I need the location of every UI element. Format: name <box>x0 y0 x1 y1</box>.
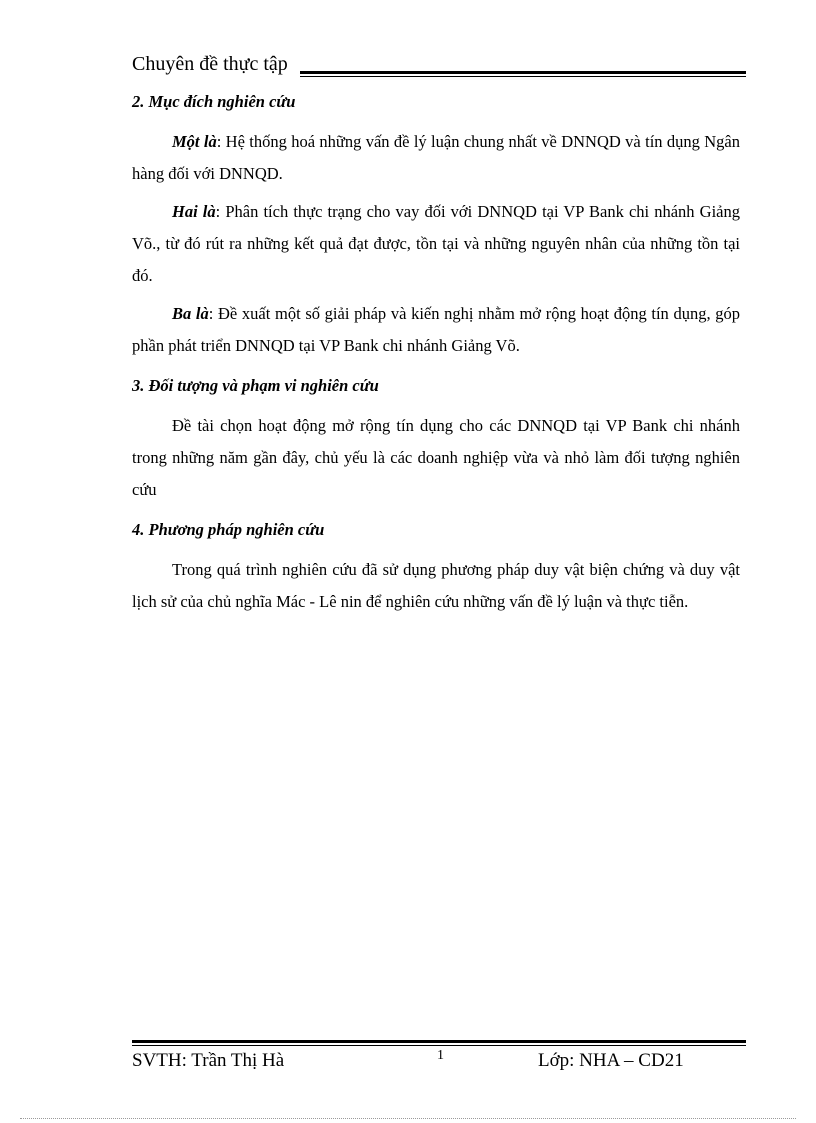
paragraph-method: Trong quá trình nghiên cứu đã sử dụng phương pháp duy vật biện chứng và duy vật lịch sử của chủ nghĩa Mác - Lê nin để nghiên cứu những vấn đề lý luận và thực tiễn. <box>132 560 740 611</box>
text-ba-la: : Đề xuất một số giải pháp và kiến nghị nhằm mở rộng hoạt động tín dụng, góp phần phát triển DNNQD tại VP Bank chi nhánh Giảng Võ. <box>132 304 740 355</box>
text-mot-la: : Hệ thống hoá những vấn đề lý luận chung nhất về DNNQD và tín dụng Ngân hàng đối với DNNQD. <box>132 132 740 183</box>
page-footer <box>132 1040 746 1078</box>
footer-student-name: SVTH: Trần Thị Hà <box>132 1050 285 1071</box>
section-heading-purpose: 2. Mục đích nghiên cứu <box>132 92 296 111</box>
paragraph-ba-la <box>132 298 740 362</box>
page-edge-dotted-line <box>20 1118 796 1119</box>
paragraph-scope: Đề tài chọn hoạt động mở rộng tín dụng cho các DNNQD tại VP Bank chi nhánh trong những năm gần đây, chủ yếu là các doanh nghiệp vừa và nhỏ làm đối tượng nghiên cứu <box>132 416 740 499</box>
section-heading-method: 4. Phương pháp nghiên cứu <box>132 520 325 539</box>
header-title: Chuyên đề thực tập <box>132 53 288 75</box>
section-heading-scope: 3. Đối tượng và phạm vi nghiên cứu <box>132 376 379 395</box>
paragraph-mot-la <box>132 126 740 190</box>
header-rule <box>300 71 746 77</box>
lead-hai-la: Hai là <box>172 202 216 221</box>
text-hai-la: : Phân tích thực trạng cho vay đối với DNNQD tại VP Bank chi nhánh Giảng Võ., từ đó rút ra những kết quả đạt được, tồn tại và những nguyên nhân của những tồn tại đó. <box>132 202 740 285</box>
footer-rule <box>132 1040 746 1046</box>
page-header <box>132 51 746 77</box>
document-body <box>132 90 740 618</box>
paragraph-hai-la <box>132 196 740 292</box>
lead-ba-la: Ba là <box>172 304 209 323</box>
footer-class-label: Lớp: NHA – CD21 <box>538 1050 684 1071</box>
footer-page-number: 1 <box>437 1048 444 1063</box>
lead-mot-la: Một là <box>172 132 217 151</box>
